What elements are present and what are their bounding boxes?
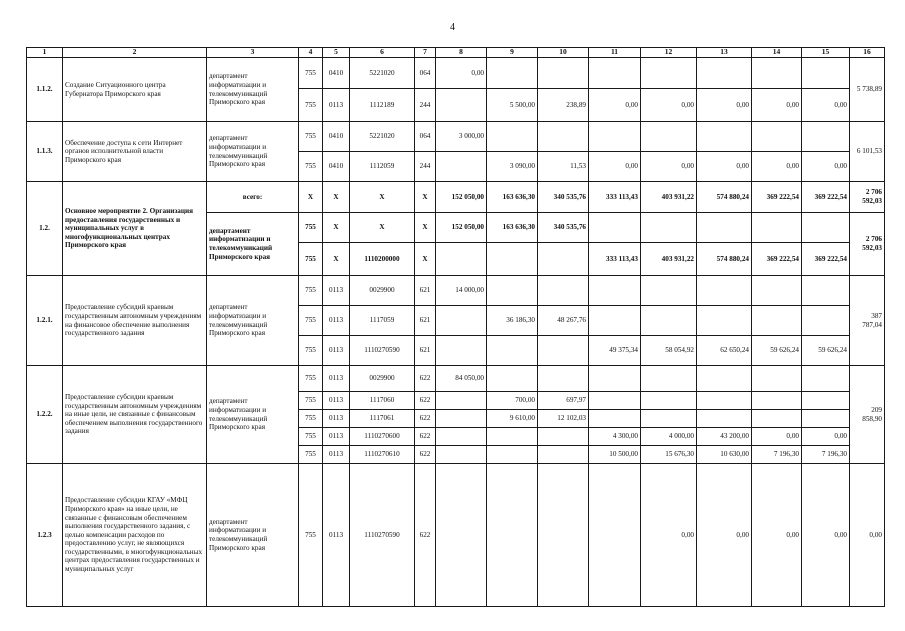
code-cell: X — [350, 182, 415, 213]
code-cell: 755 — [299, 410, 323, 428]
responsible-department: департамент информатизации и телекоммуникаций Приморского края — [207, 122, 299, 182]
amount-cell — [487, 58, 538, 89]
code-cell: 064 — [415, 122, 436, 152]
amount-cell — [487, 366, 538, 392]
amount-cell: 333 113,43 — [589, 182, 641, 213]
table-row — [27, 276, 885, 306]
amount-cell: 7 196,30 — [752, 446, 802, 464]
amount-cell: 3 000,00 — [436, 122, 487, 152]
row-description: Предоставление субсидии краевым государственным автономным учреждениям на иные цели, не связанные с финансовым обеспечением выполнения государственного задания — [63, 366, 207, 464]
amount-cell: 152 050,00 — [436, 182, 487, 213]
amount-cell — [697, 392, 752, 410]
amount-cell: 0,00 — [589, 89, 641, 122]
code-cell: 0113 — [323, 428, 350, 446]
amount-cell: 9 610,00 — [487, 410, 538, 428]
amount-cell — [697, 58, 752, 89]
amount-cell — [752, 276, 802, 306]
amount-cell: 340 535,76 — [538, 213, 589, 243]
amount-cell: 0,00 — [752, 464, 802, 607]
amount-cell: 59 626,24 — [802, 336, 850, 366]
amount-cell: 0,00 — [802, 89, 850, 122]
col-header: 1 — [27, 48, 63, 58]
amount-cell: 3 090,00 — [487, 152, 538, 182]
amount-cell: 5 500,00 — [487, 89, 538, 122]
amount-cell — [641, 392, 697, 410]
amount-cell — [487, 464, 538, 607]
amount-cell: 12 102,03 — [538, 410, 589, 428]
amount-cell: 11,53 — [538, 152, 589, 182]
col-header: 10 — [538, 48, 589, 58]
amount-cell — [641, 410, 697, 428]
code-cell: X — [415, 243, 436, 276]
amount-cell: 333 113,43 — [589, 243, 641, 276]
amount-cell: 574 880,24 — [697, 243, 752, 276]
code-cell: 1110200000 — [350, 243, 415, 276]
amount-cell — [641, 366, 697, 392]
code-cell: 1117060 — [350, 392, 415, 410]
amount-cell — [802, 410, 850, 428]
code-cell: 0029900 — [350, 366, 415, 392]
amount-cell: 0,00 — [641, 152, 697, 182]
code-cell: 622 — [415, 464, 436, 607]
amount-cell: 48 267,76 — [538, 306, 589, 336]
amount-cell — [436, 428, 487, 446]
code-cell: 1117061 — [350, 410, 415, 428]
code-cell: 0113 — [323, 464, 350, 607]
code-cell: X — [350, 213, 415, 243]
amount-cell — [538, 276, 589, 306]
amount-cell — [802, 366, 850, 392]
code-cell: 1110270590 — [350, 464, 415, 607]
code-cell: 755 — [299, 306, 323, 336]
col-header: 15 — [802, 48, 850, 58]
amount-cell: 10 500,00 — [589, 446, 641, 464]
amount-cell — [641, 306, 697, 336]
table-row — [27, 58, 885, 89]
amount-cell: 403 931,22 — [641, 182, 697, 213]
amount-cell — [752, 366, 802, 392]
amount-cell: 14 000,00 — [436, 276, 487, 306]
amount-cell: 0,00 — [802, 428, 850, 446]
amount-cell — [802, 276, 850, 306]
code-cell: 755 — [299, 336, 323, 366]
code-cell: 755 — [299, 392, 323, 410]
code-cell: 0410 — [323, 122, 350, 152]
code-cell: 755 — [299, 152, 323, 182]
code-cell: 622 — [415, 428, 436, 446]
code-cell: 622 — [415, 392, 436, 410]
amount-cell — [802, 306, 850, 336]
amount-cell: 0,00 — [436, 58, 487, 89]
col-header: 7 — [415, 48, 436, 58]
amount-cell: 0,00 — [697, 89, 752, 122]
col-header: 8 — [436, 48, 487, 58]
amount-cell — [589, 410, 641, 428]
col-header: 12 — [641, 48, 697, 58]
amount-cell: 403 931,22 — [641, 243, 697, 276]
row-total: 2 706 592,03 — [850, 213, 885, 276]
amount-cell — [697, 410, 752, 428]
amount-cell: 0,00 — [802, 152, 850, 182]
amount-cell — [589, 392, 641, 410]
code-cell: 755 — [299, 122, 323, 152]
amount-cell — [487, 428, 538, 446]
code-cell: 621 — [415, 276, 436, 306]
code-cell: 755 — [299, 366, 323, 392]
amount-cell — [538, 58, 589, 89]
table-body — [27, 48, 885, 607]
amount-cell: 700,00 — [487, 392, 538, 410]
amount-cell — [538, 446, 589, 464]
amount-cell: 59 626,24 — [752, 336, 802, 366]
amount-cell: 4 300,00 — [589, 428, 641, 446]
amount-cell — [436, 410, 487, 428]
amount-cell: 369 222,54 — [802, 182, 850, 213]
responsible-department: департамент информатизации и телекоммуникаций Приморского края — [207, 58, 299, 122]
amount-cell — [487, 446, 538, 464]
amount-cell: 0,00 — [697, 152, 752, 182]
code-cell: 0029900 — [350, 276, 415, 306]
code-cell: 1110270590 — [350, 336, 415, 366]
code-cell: X — [415, 213, 436, 243]
responsible-department: департамент информатизации и телекоммуникаций Приморского края — [207, 213, 299, 276]
amount-cell: 7 196,30 — [802, 446, 850, 464]
col-header: 14 — [752, 48, 802, 58]
amount-cell — [538, 464, 589, 607]
amount-cell — [752, 213, 802, 243]
row-total: 387 787,04 — [850, 276, 885, 366]
responsible-department: департамент информатизации и телекоммуникаций Приморского края — [207, 366, 299, 464]
code-cell: X — [323, 182, 350, 213]
amount-cell — [436, 243, 487, 276]
amount-cell: 369 222,54 — [802, 243, 850, 276]
amount-cell: 340 535,76 — [538, 182, 589, 213]
code-cell: 0410 — [323, 58, 350, 89]
amount-cell — [641, 276, 697, 306]
row-total: 209 858,90 — [850, 366, 885, 464]
amount-cell — [802, 122, 850, 152]
code-cell: 0113 — [323, 276, 350, 306]
amount-cell: 369 222,54 — [752, 243, 802, 276]
code-cell: 244 — [415, 152, 436, 182]
col-header: 11 — [589, 48, 641, 58]
amount-cell — [697, 213, 752, 243]
amount-cell — [697, 122, 752, 152]
amount-cell — [641, 58, 697, 89]
code-cell: X — [299, 182, 323, 213]
amount-cell: 574 880,24 — [697, 182, 752, 213]
amount-cell — [589, 58, 641, 89]
amount-cell — [589, 276, 641, 306]
code-cell: 755 — [299, 89, 323, 122]
amount-cell: 163 636,30 — [487, 182, 538, 213]
amount-cell: 43 200,00 — [697, 428, 752, 446]
amount-cell — [752, 410, 802, 428]
code-cell: X — [323, 213, 350, 243]
code-cell: X — [323, 243, 350, 276]
col-header: 2 — [63, 48, 207, 58]
code-cell: 621 — [415, 306, 436, 336]
code-cell: 755 — [299, 276, 323, 306]
amount-cell — [752, 306, 802, 336]
code-cell: 755 — [299, 213, 323, 243]
code-cell: 755 — [299, 446, 323, 464]
row-total: 0,00 — [850, 464, 885, 607]
code-cell: 622 — [415, 366, 436, 392]
amount-cell — [697, 306, 752, 336]
amount-cell: 0,00 — [752, 89, 802, 122]
amount-cell — [697, 366, 752, 392]
row-description: Основное мероприятие 2. Организация предоставления государственных и муниципальных услуг в многофункциональных центрах Приморского края — [63, 182, 207, 276]
amount-cell: 15 676,30 — [641, 446, 697, 464]
code-cell: 5221020 — [350, 122, 415, 152]
amount-cell — [752, 122, 802, 152]
row-total: 2 706 592,03 — [850, 182, 885, 213]
total-label: всего: — [207, 182, 299, 213]
amount-cell — [436, 464, 487, 607]
amount-cell: 0,00 — [752, 428, 802, 446]
row-number: 1.2.3 — [27, 464, 63, 607]
code-cell: 0113 — [323, 306, 350, 336]
amount-cell — [589, 306, 641, 336]
amount-cell — [538, 122, 589, 152]
amount-cell: 0,00 — [641, 464, 697, 607]
code-cell: 064 — [415, 58, 436, 89]
amount-cell: 697,97 — [538, 392, 589, 410]
code-cell: 1112059 — [350, 152, 415, 182]
col-header: 16 — [850, 48, 885, 58]
amount-cell — [802, 392, 850, 410]
header-row — [27, 48, 885, 58]
amount-cell — [436, 336, 487, 366]
col-header: 5 — [323, 48, 350, 58]
amount-cell — [487, 243, 538, 276]
amount-cell: 62 650,24 — [697, 336, 752, 366]
code-cell: 1110270600 — [350, 428, 415, 446]
row-description: Предоставление субсидий краевым государственным автономным учреждениям на финансовое обеспечение выполнения государственного задания — [63, 276, 207, 366]
col-header: 4 — [299, 48, 323, 58]
amount-cell — [487, 276, 538, 306]
code-cell: 0113 — [323, 336, 350, 366]
amount-cell — [436, 306, 487, 336]
code-cell: 0410 — [323, 152, 350, 182]
code-cell: 0113 — [323, 89, 350, 122]
amount-cell — [752, 392, 802, 410]
amount-cell — [538, 366, 589, 392]
amount-cell: 84 050,00 — [436, 366, 487, 392]
amount-cell — [436, 446, 487, 464]
amount-cell: 238,89 — [538, 89, 589, 122]
row-number: 1.2.1. — [27, 276, 63, 366]
amount-cell: 0,00 — [697, 464, 752, 607]
code-cell: 1112189 — [350, 89, 415, 122]
row-total: 6 101,53 — [850, 122, 885, 182]
amount-cell — [589, 122, 641, 152]
table-row — [27, 366, 885, 392]
code-cell: 1110270610 — [350, 446, 415, 464]
amount-cell: 10 630,00 — [697, 446, 752, 464]
amount-cell — [436, 89, 487, 122]
row-number: 1.1.2. — [27, 58, 63, 122]
col-header: 3 — [207, 48, 299, 58]
amount-cell: 4 000,00 — [641, 428, 697, 446]
amount-cell — [538, 243, 589, 276]
amount-cell: 0,00 — [802, 464, 850, 607]
row-description: Создание Ситуационного центра Губернатора Приморского края — [63, 58, 207, 122]
amount-cell — [589, 213, 641, 243]
responsible-department: департамент информатизации и телекоммуникаций Приморского края — [207, 464, 299, 607]
row-number: 1.1.3. — [27, 122, 63, 182]
col-header: 9 — [487, 48, 538, 58]
code-cell: 622 — [415, 410, 436, 428]
row-description: Предоставление субсидии КГАУ «МФЦ Приморского края» на иные цели, не связанные с финансовым обеспечением выполнения государственного задания, с целью компенсации расходов по предоставлению услуг, не являющихся государственными, в многофункциональных центрах предоставления государственных и муниципальных услуг — [63, 464, 207, 607]
amount-cell — [436, 392, 487, 410]
amount-cell: 58 054,92 — [641, 336, 697, 366]
col-header: 6 — [350, 48, 415, 58]
amount-cell — [589, 366, 641, 392]
code-cell: 1117059 — [350, 306, 415, 336]
code-cell: 0113 — [323, 446, 350, 464]
amount-cell — [487, 336, 538, 366]
amount-cell: 152 050,00 — [436, 213, 487, 243]
code-cell: X — [415, 182, 436, 213]
row-description: Обеспечение доступа к сети Интернет органов исполнительной власти Приморского края — [63, 122, 207, 182]
row-number: 1.2. — [27, 182, 63, 276]
row-total: 5 738,89 — [850, 58, 885, 122]
code-cell: 621 — [415, 336, 436, 366]
table-row — [27, 122, 885, 152]
amount-cell — [436, 152, 487, 182]
row-number: 1.2.2. — [27, 366, 63, 464]
code-cell: 755 — [299, 428, 323, 446]
code-cell: 755 — [299, 243, 323, 276]
code-cell: 755 — [299, 464, 323, 607]
amount-cell: 0,00 — [641, 89, 697, 122]
amount-cell — [589, 464, 641, 607]
responsible-department: департамент информатизации и телекоммуникаций Приморского края — [207, 276, 299, 366]
amount-cell — [641, 122, 697, 152]
col-header: 13 — [697, 48, 752, 58]
amount-cell — [697, 276, 752, 306]
table-row — [27, 464, 885, 607]
code-cell: 0113 — [323, 410, 350, 428]
amount-cell — [641, 213, 697, 243]
code-cell: 622 — [415, 446, 436, 464]
table-row — [27, 182, 885, 213]
amount-cell — [538, 336, 589, 366]
amount-cell — [802, 58, 850, 89]
code-cell: 5221020 — [350, 58, 415, 89]
amount-cell — [538, 428, 589, 446]
code-cell: 755 — [299, 58, 323, 89]
amount-cell: 49 375,34 — [589, 336, 641, 366]
amount-cell: 0,00 — [752, 152, 802, 182]
code-cell: 0113 — [323, 392, 350, 410]
amount-cell: 369 222,54 — [752, 182, 802, 213]
budget-table — [26, 47, 885, 607]
amount-cell — [487, 122, 538, 152]
amount-cell — [802, 213, 850, 243]
code-cell: 244 — [415, 89, 436, 122]
page-number: 4 — [450, 22, 455, 33]
amount-cell — [752, 58, 802, 89]
amount-cell: 163 636,30 — [487, 213, 538, 243]
amount-cell: 0,00 — [589, 152, 641, 182]
code-cell: 0113 — [323, 366, 350, 392]
amount-cell: 36 186,30 — [487, 306, 538, 336]
